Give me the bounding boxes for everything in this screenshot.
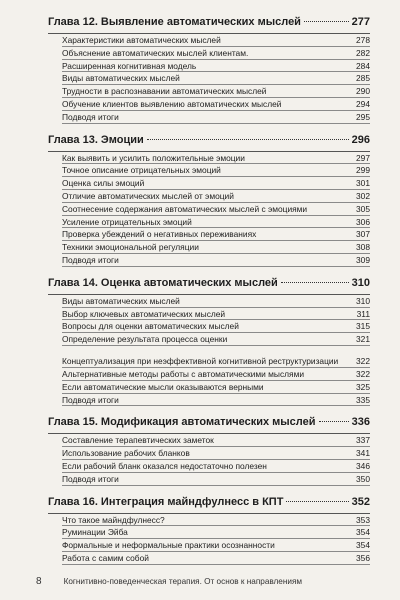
toc-entry: [62, 98, 370, 111]
chapter-page: 310: [351, 276, 370, 289]
entry-page: 311: [356, 308, 370, 319]
entry-page: 299: [356, 165, 370, 176]
entry-title: Обучение клиентов выявлению автоматических мыслей: [62, 98, 282, 109]
entry-title: Концептуализация при неэффективной когнитивной реструктуризации: [62, 356, 339, 367]
entry-title: Если рабочий бланк оказался недостаточно полезен: [62, 460, 267, 471]
toc-entry: [62, 190, 370, 203]
entry-page: 285: [356, 73, 370, 84]
entry-title: Техники эмоциональной регуляции: [62, 242, 199, 253]
entry-title: Отличие автоматических мыслей от эмоций: [62, 190, 234, 201]
entry-title: Характеристики автоматических мыслей: [62, 35, 221, 45]
toc-entry: [62, 473, 370, 486]
entry-title: Подводя итоги: [62, 254, 119, 265]
entry-page: 356: [356, 552, 370, 563]
chapter-entries: [48, 151, 370, 267]
toc-entry: [62, 177, 370, 190]
chapter-title: Глава 13. Эмоции: [48, 133, 144, 146]
chapter-entries: [48, 433, 370, 485]
toc-entry: [62, 526, 370, 539]
entry-page: 315: [356, 321, 370, 332]
toc-entry: [62, 434, 370, 447]
entry-page: 305: [356, 203, 370, 214]
leader-dots: [281, 282, 349, 283]
toc-entry: [62, 85, 370, 98]
leader-dots: [304, 21, 349, 22]
entry-title: Составление терапевтических заметок: [62, 435, 214, 446]
toc-entry: [62, 394, 370, 407]
leader-dots: [319, 421, 349, 422]
entry-page: 307: [356, 229, 370, 240]
toc-entry: [62, 60, 370, 73]
chapter-page: 277: [351, 16, 370, 28]
entry-page: 309: [356, 254, 370, 265]
entry-title: Виды автоматических мыслей: [62, 73, 180, 84]
toc-entry: [62, 254, 370, 267]
toc-entry: [62, 539, 370, 552]
entry-title: Подводя итоги: [62, 473, 119, 484]
entry-page: 306: [356, 216, 370, 227]
entry-title: Выбор ключевых автоматических мыслей: [62, 308, 226, 319]
chapter-entries: [48, 33, 370, 124]
entry-page: 337: [356, 435, 370, 446]
entry-page: 301: [356, 178, 370, 189]
toc-entry: [62, 111, 370, 124]
toc-entry: [62, 346, 370, 368]
toc-entry: [62, 241, 370, 254]
entry-title: Что такое майндфулнесс?: [62, 514, 165, 525]
toc-entry: [62, 447, 370, 460]
entry-title: Соотнесение содержания автоматических мыслей с эмоциями: [62, 203, 308, 214]
table-of-contents: [48, 14, 370, 575]
chapter-heading: [48, 496, 370, 513]
entry-page: 321: [356, 334, 370, 345]
entry-title: Вопросы для оценки автоматических мыслей: [62, 321, 239, 332]
entry-title: Объяснение автоматических мыслей клиентам.: [62, 47, 249, 58]
entry-title: Альтернативные методы работы с автоматическими мыслями: [62, 368, 305, 379]
chapter-heading: [48, 416, 370, 433]
toc-entry: [62, 460, 370, 473]
chapter-heading: [48, 134, 370, 151]
entry-page: 354: [356, 527, 370, 538]
entry-page: 278: [356, 35, 370, 45]
chapter-title: Глава 15. Модификация автоматических мыслей: [48, 416, 316, 429]
entry-page: 350: [356, 473, 370, 484]
entry-page: 325: [356, 381, 370, 392]
chapter-heading: [48, 277, 370, 294]
toc-entry: [62, 368, 370, 381]
page-number: 8: [36, 576, 42, 587]
chapter-title: Глава 14. Оценка автоматических мыслей: [48, 276, 278, 289]
toc-entry: [62, 203, 370, 216]
toc-entry: [62, 295, 370, 308]
entry-title: Руминации Эйба: [62, 527, 128, 538]
chapter-page: 336: [351, 416, 370, 429]
toc-entry: [62, 308, 370, 321]
entry-page: 353: [356, 514, 370, 525]
toc-entry: [62, 552, 370, 565]
entry-page: 310: [356, 295, 370, 306]
page-footer: [36, 576, 376, 587]
entry-title: Оценка силы эмоций: [62, 178, 145, 189]
toc-entry: [62, 164, 370, 177]
leader-dots: [286, 501, 348, 502]
entry-page: 284: [356, 60, 370, 71]
entry-title: Как выявить и усилить положительные эмоции: [62, 152, 245, 163]
entry-title: Точное описание отрицательных эмоций: [62, 165, 221, 176]
chapter-title: Глава 12. Выявление автоматических мыслей: [48, 16, 301, 28]
toc-entry: [62, 514, 370, 527]
entry-page: 354: [356, 540, 370, 551]
toc-entry: [62, 216, 370, 229]
entry-page: 282: [356, 47, 370, 58]
toc-entry: [62, 333, 370, 346]
toc-entry: [62, 381, 370, 394]
entry-title: Расширенная когнитивная модель: [62, 60, 197, 71]
entry-title: Виды автоматических мыслей: [62, 295, 180, 306]
chapter-page: 296: [351, 133, 370, 146]
chapter-entries: [48, 294, 370, 407]
entry-title: Если автоматические мысли оказываются верными: [62, 381, 264, 392]
entry-title: Использование рабочих бланков: [62, 448, 190, 459]
toc-entry: [62, 34, 370, 47]
chapter-page: 352: [351, 495, 370, 508]
chapter-heading: [48, 16, 370, 33]
entry-page: 297: [356, 152, 370, 163]
toc-entry: [62, 72, 370, 85]
entry-page: 346: [356, 460, 370, 471]
entry-title: Работа с самим собой: [62, 552, 149, 563]
chapter-title: Глава 16. Интеграция майндфулнесс в КПТ: [48, 495, 284, 508]
entry-page: 308: [356, 242, 370, 253]
entry-page: 290: [356, 86, 370, 97]
entry-title: Подводя итоги: [62, 394, 119, 405]
entry-title: Усиление отрицательных эмоций: [62, 216, 192, 227]
entry-title: Трудности в распознавании автоматических мыслей: [62, 86, 267, 97]
running-title: Когнитивно-поведенческая терапия. От основ к направлениям: [63, 577, 303, 586]
entry-title: Определение результата процесса оценки: [62, 334, 228, 345]
entry-page: 341: [356, 448, 370, 459]
entry-page: 294: [356, 98, 370, 109]
toc-entry: [62, 320, 370, 333]
entry-page: 295: [356, 111, 370, 122]
toc-entry: [62, 47, 370, 60]
entry-page: 335: [356, 394, 370, 405]
toc-entry: [62, 228, 370, 241]
entry-title: Проверка убеждений о негативных переживаниях: [62, 229, 257, 240]
toc-entry: [62, 152, 370, 165]
chapter-entries: [48, 513, 370, 565]
entry-title: Формальные и неформальные практики осознанности: [62, 540, 275, 551]
entry-title: Подводя итоги: [62, 111, 119, 122]
entry-page: 322: [356, 356, 370, 367]
entry-page: 322: [356, 368, 370, 379]
leader-dots: [147, 139, 349, 140]
entry-page: 302: [356, 190, 370, 201]
